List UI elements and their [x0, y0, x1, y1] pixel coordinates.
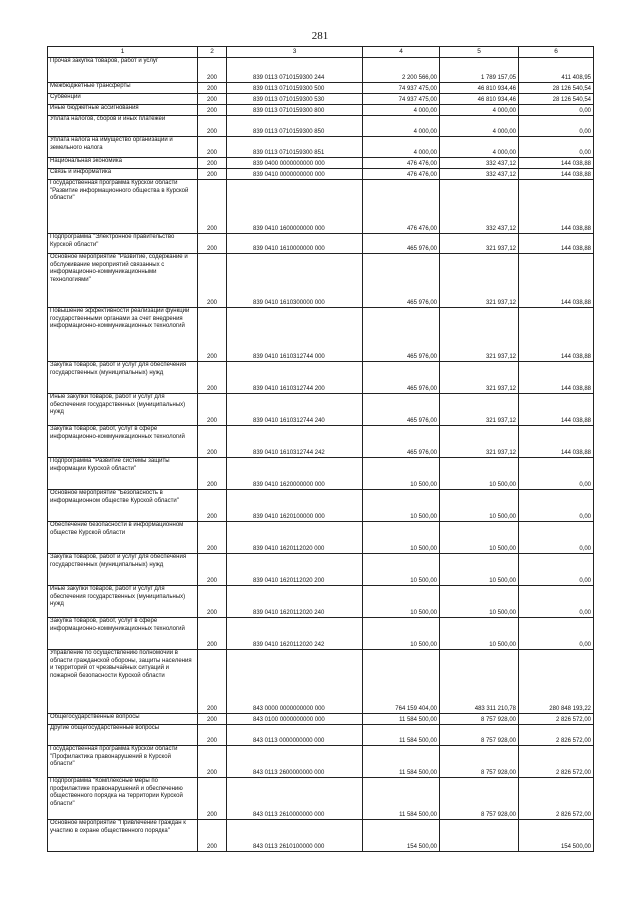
row-code: 200	[198, 83, 227, 94]
table-row	[48, 522, 594, 554]
row-code: 200	[198, 426, 227, 458]
row-planned: 10 500,00	[363, 586, 440, 618]
row-code: 200	[198, 58, 227, 83]
row-executed: 8 757 928,00	[440, 778, 519, 820]
row-planned: 465 976,00	[363, 234, 440, 254]
row-code: 200	[198, 362, 227, 394]
row-planned: 2 200 566,00	[363, 58, 440, 83]
row-name: Обеспечение безопасности в информационном обществе Курской области	[48, 522, 198, 554]
row-executed: 332 437,12	[440, 158, 519, 169]
row-planned: 74 937 475,00	[363, 94, 440, 105]
budget-table	[47, 46, 594, 852]
table-row	[48, 234, 594, 254]
row-classifier: 839 0410 0000000000 000	[227, 169, 363, 180]
row-remaining: 0,00	[519, 490, 594, 522]
row-planned: 465 976,00	[363, 362, 440, 394]
row-code: 200	[198, 586, 227, 618]
row-executed: 321 937,12	[440, 394, 519, 426]
header-row	[48, 47, 594, 58]
row-code: 200	[198, 522, 227, 554]
row-executed: 321 937,12	[440, 362, 519, 394]
row-code: 200	[198, 105, 227, 116]
row-planned: 10 500,00	[363, 618, 440, 650]
row-classifier: 843 0113 0000000000 000	[227, 725, 363, 746]
row-code: 200	[198, 137, 227, 158]
table-row	[48, 586, 594, 618]
row-planned: 4 000,00	[363, 116, 440, 137]
row-executed: 8 757 928,00	[440, 746, 519, 778]
row-classifier: 839 0410 1620000000 000	[227, 458, 363, 490]
table-row	[48, 778, 594, 820]
row-name: Закупка товаров, работ и услуг для обеспечения государственных (муниципальных) нужд	[48, 362, 198, 394]
row-classifier: 839 0400 0000000000 000	[227, 158, 363, 169]
row-executed: 4 000,00	[440, 116, 519, 137]
table-row	[48, 169, 594, 180]
row-executed: 10 500,00	[440, 522, 519, 554]
row-remaining: 0,00	[519, 522, 594, 554]
row-name: Прочая закупка товаров, работ и услуг	[48, 58, 198, 83]
row-name: Иные закупки товаров, работ и услуг для обеспечения государственных (муниципальных) нужд	[48, 394, 198, 426]
row-executed: 321 937,12	[440, 308, 519, 362]
row-name: Основное мероприятие "Привлечение граждан к участию в охране общественного порядка"	[48, 820, 198, 852]
row-code: 200	[198, 158, 227, 169]
row-classifier: 839 0410 1610312744 200	[227, 362, 363, 394]
row-remaining: 0,00	[519, 618, 594, 650]
row-name: Подпрограмма "Развитие системы защиты информации Курской области"	[48, 458, 198, 490]
table-row	[48, 362, 594, 394]
row-name: Иные закупки товаров, работ и услуг для обеспечения государственных (муниципальных) нужд	[48, 586, 198, 618]
row-executed: 10 500,00	[440, 618, 519, 650]
row-code: 200	[198, 725, 227, 746]
row-name: Уплата налогов, сборов и иных платежей	[48, 116, 198, 137]
row-name: Государственная программа Курской области "Профилактика правонарушений в Курской области"	[48, 746, 198, 778]
row-classifier: 843 0000 0000000000 000	[227, 650, 363, 714]
row-code: 200	[198, 180, 227, 234]
row-code: 200	[198, 234, 227, 254]
row-name: Подпрограмма "Комплексные меры по профилактике правонарушений и обеспечению общественного порядка на территории Курской области"	[48, 778, 198, 820]
row-remaining: 144 038,88	[519, 158, 594, 169]
row-name: Связь и информатика	[48, 169, 198, 180]
row-name: Иные бюджетные ассигнования	[48, 105, 198, 116]
row-remaining: 2 826 572,00	[519, 714, 594, 725]
row-executed: 4 000,00	[440, 105, 519, 116]
row-executed: 10 500,00	[440, 586, 519, 618]
row-executed: 321 937,12	[440, 254, 519, 308]
row-planned: 476 476,00	[363, 180, 440, 234]
row-classifier: 839 0410 1610312744 242	[227, 426, 363, 458]
row-name: Основное мероприятие "Безопасность в информационном обществе Курской области"	[48, 490, 198, 522]
table-row	[48, 394, 594, 426]
row-name: Национальная экономика	[48, 158, 198, 169]
row-executed: 4 000,00	[440, 137, 519, 158]
row-name: Другие общегосударственные вопросы	[48, 725, 198, 746]
row-remaining: 144 038,88	[519, 362, 594, 394]
row-code: 200	[198, 490, 227, 522]
header-col-1: 1	[48, 47, 198, 58]
header-col-6: 6	[519, 47, 594, 58]
row-name: Управление по осуществлению полномочий в области гражданской обороны, защиты населения и территорий от чрезвычайных ситуаций и пожарной безопасности Курской области	[48, 650, 198, 714]
row-classifier: 839 0113 0710159300 850	[227, 116, 363, 137]
table-row	[48, 618, 594, 650]
row-code: 200	[198, 554, 227, 586]
row-executed: 321 937,12	[440, 426, 519, 458]
row-remaining: 28 126 540,54	[519, 83, 594, 94]
row-classifier: 839 0410 1610312744 240	[227, 394, 363, 426]
row-planned: 465 976,00	[363, 394, 440, 426]
table-row	[48, 308, 594, 362]
row-planned: 10 500,00	[363, 490, 440, 522]
row-classifier: 839 0410 1620112020 200	[227, 554, 363, 586]
row-planned: 11 584 500,00	[363, 778, 440, 820]
table-row	[48, 650, 594, 714]
table-row	[48, 116, 594, 137]
row-remaining: 144 038,88	[519, 254, 594, 308]
header-col-5: 5	[440, 47, 519, 58]
row-classifier: 839 0410 1610000000 000	[227, 234, 363, 254]
row-planned: 10 500,00	[363, 554, 440, 586]
row-remaining: 144 038,88	[519, 169, 594, 180]
row-planned: 764 159 404,00	[363, 650, 440, 714]
row-remaining: 2 826 572,00	[519, 778, 594, 820]
row-name: Государственная программа Курской области "Развитие информационного общества в Курской области"	[48, 180, 198, 234]
row-remaining: 28 126 540,54	[519, 94, 594, 105]
table-row	[48, 426, 594, 458]
row-planned: 10 500,00	[363, 522, 440, 554]
row-planned: 4 000,00	[363, 137, 440, 158]
row-planned: 74 937 475,00	[363, 83, 440, 94]
row-name: Межбюджетные трансферты	[48, 83, 198, 94]
row-name: Закупка товаров, работ, услуг в сфере информационно-коммуникационных технологий	[48, 618, 198, 650]
table-row	[48, 83, 594, 94]
row-code: 200	[198, 714, 227, 725]
row-name: Уплата налога на имущество организаций и земельного налога	[48, 137, 198, 158]
row-executed: 10 500,00	[440, 458, 519, 490]
table-row	[48, 490, 594, 522]
row-executed: 332 437,12	[440, 180, 519, 234]
table-body	[48, 58, 594, 852]
row-classifier: 843 0100 0000000000 000	[227, 714, 363, 725]
row-executed: 10 500,00	[440, 554, 519, 586]
row-code: 200	[198, 618, 227, 650]
row-classifier: 839 0410 1620112020 240	[227, 586, 363, 618]
row-code: 200	[198, 94, 227, 105]
row-code: 200	[198, 778, 227, 820]
row-planned: 465 976,00	[363, 254, 440, 308]
row-code: 200	[198, 116, 227, 137]
row-classifier: 839 0410 1620100000 000	[227, 490, 363, 522]
row-executed: 483 311 210,78	[440, 650, 519, 714]
table-row	[48, 158, 594, 169]
row-remaining: 154 500,00	[519, 820, 594, 852]
row-classifier: 839 0113 0710159300 500	[227, 83, 363, 94]
row-classifier: 839 0410 1600000000 000	[227, 180, 363, 234]
table-row	[48, 746, 594, 778]
row-classifier: 839 0410 1620112020 000	[227, 522, 363, 554]
row-remaining: 0,00	[519, 554, 594, 586]
row-executed: 46 810 934,46	[440, 94, 519, 105]
row-remaining: 0,00	[519, 116, 594, 137]
row-planned: 154 500,00	[363, 820, 440, 852]
row-classifier: 839 0113 0710159300 244	[227, 58, 363, 83]
row-classifier: 839 0410 1620112020 242	[227, 618, 363, 650]
row-planned: 476 476,00	[363, 169, 440, 180]
header-col-3: 3	[227, 47, 363, 58]
row-executed	[440, 820, 519, 852]
row-remaining: 144 038,88	[519, 234, 594, 254]
row-name: Основное мероприятие "Развитие, содержание и обслуживание мероприятий связанных с информационно-коммуникационными технологиями"	[48, 254, 198, 308]
row-planned: 4 000,00	[363, 105, 440, 116]
table-row	[48, 458, 594, 490]
row-code: 200	[198, 746, 227, 778]
row-executed: 1 789 157,05	[440, 58, 519, 83]
table-row	[48, 820, 594, 852]
row-code: 200	[198, 458, 227, 490]
row-executed: 10 500,00	[440, 490, 519, 522]
row-executed: 46 810 934,46	[440, 83, 519, 94]
row-name: Общегосударственные вопросы	[48, 714, 198, 725]
row-remaining: 2 826 572,00	[519, 746, 594, 778]
row-executed: 8 757 928,00	[440, 725, 519, 746]
row-code: 200	[198, 308, 227, 362]
row-classifier: 839 0113 0710159300 800	[227, 105, 363, 116]
row-remaining: 280 848 193,22	[519, 650, 594, 714]
row-remaining: 0,00	[519, 586, 594, 618]
row-classifier: 843 0113 2610000000 000	[227, 778, 363, 820]
row-classifier: 843 0113 2600000000 000	[227, 746, 363, 778]
row-code: 200	[198, 254, 227, 308]
row-planned: 476 476,00	[363, 158, 440, 169]
row-executed: 321 937,12	[440, 234, 519, 254]
page-number: 281	[311, 30, 329, 42]
row-name: Подпрограмма "Электронное правительство Курской области"	[48, 234, 198, 254]
table-row	[48, 714, 594, 725]
header-col-4: 4	[363, 47, 440, 58]
row-planned: 10 500,00	[363, 458, 440, 490]
row-name: Повышение эффективности реализации функций государственными органами за счет внедрения информационно-коммуникационных технологий	[48, 308, 198, 362]
row-classifier: 839 0113 0710159300 851	[227, 137, 363, 158]
row-executed: 8 757 928,00	[440, 714, 519, 725]
row-planned: 465 976,00	[363, 308, 440, 362]
row-name: Субвенции	[48, 94, 198, 105]
row-planned: 11 584 500,00	[363, 725, 440, 746]
row-remaining: 0,00	[519, 137, 594, 158]
table-row	[48, 137, 594, 158]
row-remaining: 144 038,88	[519, 394, 594, 426]
table-row	[48, 105, 594, 116]
table-row	[48, 254, 594, 308]
table-row	[48, 725, 594, 746]
row-remaining: 0,00	[519, 105, 594, 116]
row-code: 200	[198, 169, 227, 180]
row-name: Закупка товаров, работ, услуг в сфере информационно-коммуникационных технологий	[48, 426, 198, 458]
row-code: 200	[198, 820, 227, 852]
row-classifier: 839 0113 0710159300 530	[227, 94, 363, 105]
row-classifier: 843 0113 2610100000 000	[227, 820, 363, 852]
row-classifier: 839 0410 1610312744 000	[227, 308, 363, 362]
row-remaining: 0,00	[519, 458, 594, 490]
row-remaining: 144 038,88	[519, 308, 594, 362]
row-planned: 11 584 500,00	[363, 714, 440, 725]
row-planned: 11 584 500,00	[363, 746, 440, 778]
row-remaining: 144 038,88	[519, 180, 594, 234]
table-row	[48, 180, 594, 234]
row-code: 200	[198, 394, 227, 426]
row-remaining: 411 408,95	[519, 58, 594, 83]
row-name: Закупка товаров, работ и услуг для обеспечения государственных (муниципальных) нужд	[48, 554, 198, 586]
row-classifier: 839 0410 1610300000 000	[227, 254, 363, 308]
row-planned: 465 976,00	[363, 426, 440, 458]
header-col-2: 2	[198, 47, 227, 58]
table-row	[48, 58, 594, 83]
row-executed: 332 437,12	[440, 169, 519, 180]
row-remaining: 144 038,88	[519, 426, 594, 458]
row-remaining: 2 826 572,00	[519, 725, 594, 746]
table-row	[48, 94, 594, 105]
table-row	[48, 554, 594, 586]
row-code: 200	[198, 650, 227, 714]
